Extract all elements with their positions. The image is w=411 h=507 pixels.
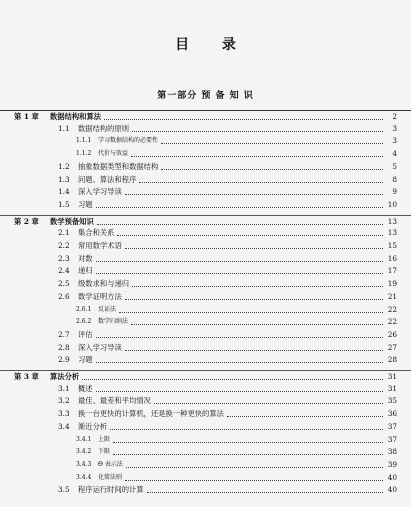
toc-title: 深入学习导读 xyxy=(78,187,122,197)
toc-page-number: 26 xyxy=(387,329,397,339)
toc-number: 第 2 章 xyxy=(14,216,39,226)
toc-page-number: 27 xyxy=(387,342,397,352)
toc-title: 问题、算法和程序 xyxy=(78,174,137,184)
toc-section[interactable] xyxy=(0,186,411,198)
toc-number: 1.3 xyxy=(58,174,70,184)
toc-leader xyxy=(96,336,383,338)
toc-number: 第 3 章 xyxy=(14,372,39,381)
page-title: 目 录 xyxy=(175,37,250,53)
toc-title: 深入学习导读 xyxy=(78,342,122,352)
toc-title: 常用数学术语 xyxy=(78,241,122,250)
toc-page-number: 40 xyxy=(387,472,397,482)
toc-leader xyxy=(117,234,383,236)
toc-number: 3.4.2 xyxy=(76,448,92,456)
toc-page-number: 36 xyxy=(387,409,397,419)
toc-subsection[interactable] xyxy=(0,304,411,316)
toc-leader xyxy=(96,272,383,274)
toc-leader xyxy=(104,118,383,120)
toc-leader xyxy=(96,260,383,262)
toc-title: Θ 表示法 xyxy=(98,460,123,468)
toc-section[interactable] xyxy=(0,291,411,303)
toc-number: 3.4 xyxy=(58,421,70,431)
toc-title: 程序运行时间的计算 xyxy=(78,485,144,495)
toc-leader xyxy=(126,466,383,468)
toc-leader xyxy=(96,361,383,363)
toc-number: 2.3 xyxy=(58,253,70,263)
toc-leader xyxy=(119,311,383,313)
toc-page-number: 22 xyxy=(387,317,397,327)
toc-leader xyxy=(110,428,383,430)
toc-subsection[interactable] xyxy=(0,446,411,458)
toc-subsection[interactable] xyxy=(0,472,411,484)
toc-section[interactable] xyxy=(0,123,411,135)
toc-title: 评估 xyxy=(78,329,93,339)
toc-number: 1.1.1 xyxy=(76,137,92,145)
toc-section[interactable] xyxy=(0,383,411,395)
toc-title: 最佳、最差和平均情况 xyxy=(78,396,151,406)
toc-section[interactable] xyxy=(0,354,411,366)
toc-title: 学习数据结构的必要性 xyxy=(98,137,159,145)
toc-page-number: 8 xyxy=(392,174,397,184)
toc-section[interactable] xyxy=(0,265,411,277)
toc-number: 2.1 xyxy=(58,228,70,238)
toc-page-number: 37 xyxy=(387,421,397,431)
toc-page-number: 17 xyxy=(387,266,397,276)
toc-page-number: 3 xyxy=(392,136,397,146)
toc-leader xyxy=(125,247,383,249)
toc-title: 抽象数据类型和数据结构 xyxy=(78,161,159,171)
toc-title: 数学归纳法 xyxy=(98,318,129,326)
toc-number: 2.7 xyxy=(58,329,70,339)
toc-page-number: 19 xyxy=(387,279,397,289)
toc-section[interactable] xyxy=(0,161,411,173)
toc-page-number: 5 xyxy=(392,161,397,171)
toc-title: 数学预备知识 xyxy=(50,216,94,226)
toc-leader xyxy=(132,130,383,132)
toc-page-number: 35 xyxy=(387,396,397,406)
toc-title: 习题 xyxy=(78,355,93,365)
toc-subsection[interactable] xyxy=(0,148,411,160)
toc-subsection[interactable] xyxy=(0,434,411,446)
toc-leader xyxy=(154,402,383,404)
toc-page-number: 15 xyxy=(387,241,397,250)
toc-title: 代价与效益 xyxy=(98,150,129,158)
toc-leader xyxy=(161,168,383,170)
toc-chapter[interactable] xyxy=(0,215,411,228)
toc-number: 3.3 xyxy=(58,409,70,419)
toc-section[interactable] xyxy=(0,174,411,186)
toc-leader xyxy=(147,491,383,493)
toc-page-number: 31 xyxy=(387,383,397,393)
toc-section[interactable] xyxy=(0,199,411,211)
toc-leader xyxy=(113,453,383,455)
toc-leader xyxy=(113,441,383,443)
toc-number: 2.2 xyxy=(58,241,70,250)
toc-number: 1.4 xyxy=(58,187,70,197)
toc-section[interactable] xyxy=(0,253,411,265)
toc-subsection[interactable] xyxy=(0,459,411,471)
toc-leader xyxy=(96,390,383,392)
toc-leader xyxy=(139,181,383,183)
toc-leader xyxy=(131,155,383,157)
toc-title: 集合和关系 xyxy=(78,228,115,238)
toc-number: 3.4.4 xyxy=(76,473,92,481)
toc-section[interactable] xyxy=(0,408,411,420)
toc-title: 数据结构和算法 xyxy=(50,112,102,121)
toc-number: 1.2 xyxy=(58,161,70,171)
toc-page-number: 38 xyxy=(387,447,397,457)
toc-section[interactable] xyxy=(0,484,411,496)
toc-number: 2.6.1 xyxy=(76,305,92,313)
toc-page-number: 3 xyxy=(392,123,397,133)
toc-title: 反证法 xyxy=(98,305,117,313)
toc-number: 1.5 xyxy=(58,199,70,209)
toc-leader xyxy=(125,349,383,351)
toc-leader xyxy=(132,285,383,287)
toc-leader xyxy=(97,223,383,225)
toc-number: 2.6.2 xyxy=(76,318,92,326)
toc-subsection[interactable] xyxy=(0,316,411,328)
toc-page-number: 2 xyxy=(392,112,397,121)
toc-page-number: 13 xyxy=(387,228,397,238)
toc-leader xyxy=(82,378,383,380)
toc-subsection[interactable] xyxy=(0,135,411,147)
toc-number: 3.4.1 xyxy=(76,435,92,443)
toc-title: 数据结构的原则 xyxy=(78,123,130,133)
toc-title: 概述 xyxy=(78,383,93,393)
toc-section[interactable] xyxy=(0,227,411,239)
toc-page-number: 40 xyxy=(387,485,397,495)
toc-section[interactable] xyxy=(0,395,411,407)
toc-title: 化简法则 xyxy=(98,473,123,481)
toc-title: 数学证明方法 xyxy=(78,291,122,301)
toc-page-number: 13 xyxy=(387,216,397,226)
toc-number: 3.2 xyxy=(58,396,70,406)
toc-title: 上限 xyxy=(98,435,111,443)
toc-title: 级数求和与递归 xyxy=(78,279,130,289)
toc-number: 3.5 xyxy=(58,485,70,495)
toc-number: 第 1 章 xyxy=(14,112,39,121)
toc-leader xyxy=(125,479,383,481)
toc-leader xyxy=(125,298,383,300)
toc-number: 2.8 xyxy=(58,342,70,352)
toc-chapter[interactable] xyxy=(0,110,411,123)
toc-page-number: 28 xyxy=(387,355,397,365)
toc-page-number: 21 xyxy=(387,291,397,301)
toc-title: 下限 xyxy=(98,448,111,456)
toc-chapter[interactable] xyxy=(0,370,411,383)
toc-number: 2.5 xyxy=(58,279,70,289)
toc-number: 3.4.3 xyxy=(76,460,92,468)
toc-page-number: 37 xyxy=(387,434,397,444)
toc-page-number: 39 xyxy=(387,459,397,469)
toc-section[interactable] xyxy=(0,342,411,354)
toc-number: 2.4 xyxy=(58,266,70,276)
toc-leader xyxy=(227,415,383,417)
toc-page-number: 9 xyxy=(392,187,397,197)
toc-section[interactable] xyxy=(0,421,411,433)
toc-number: 2.6 xyxy=(58,291,70,301)
part-title: 第一部分 预 备 知 识 xyxy=(157,91,254,101)
toc-number: 1.1.2 xyxy=(76,150,92,158)
toc-title: 习题 xyxy=(78,199,93,209)
toc-section[interactable] xyxy=(0,329,411,341)
toc-title: 换一台更快的计算机，还是换一种更快的算法 xyxy=(78,409,224,419)
toc-title: 渐近分析 xyxy=(78,421,108,431)
toc-number: 2.9 xyxy=(58,355,70,365)
toc-number: 3.1 xyxy=(58,383,70,393)
toc-number: 1.1 xyxy=(58,123,70,133)
toc-section[interactable] xyxy=(0,240,411,252)
toc-page-number: 22 xyxy=(387,304,397,314)
toc-leader xyxy=(96,206,383,208)
toc-page-number: 31 xyxy=(387,372,397,381)
toc-leader xyxy=(161,142,383,144)
toc-page-number: 4 xyxy=(392,149,397,159)
toc-leader xyxy=(125,193,383,195)
toc-leader xyxy=(131,323,383,325)
toc-title: 对数 xyxy=(78,253,93,263)
toc-page-number: 10 xyxy=(387,199,397,209)
toc-title: 递归 xyxy=(78,266,93,276)
toc-title: 算法分析 xyxy=(50,372,80,381)
toc-page-number: 16 xyxy=(387,253,397,263)
toc-section[interactable] xyxy=(0,278,411,290)
